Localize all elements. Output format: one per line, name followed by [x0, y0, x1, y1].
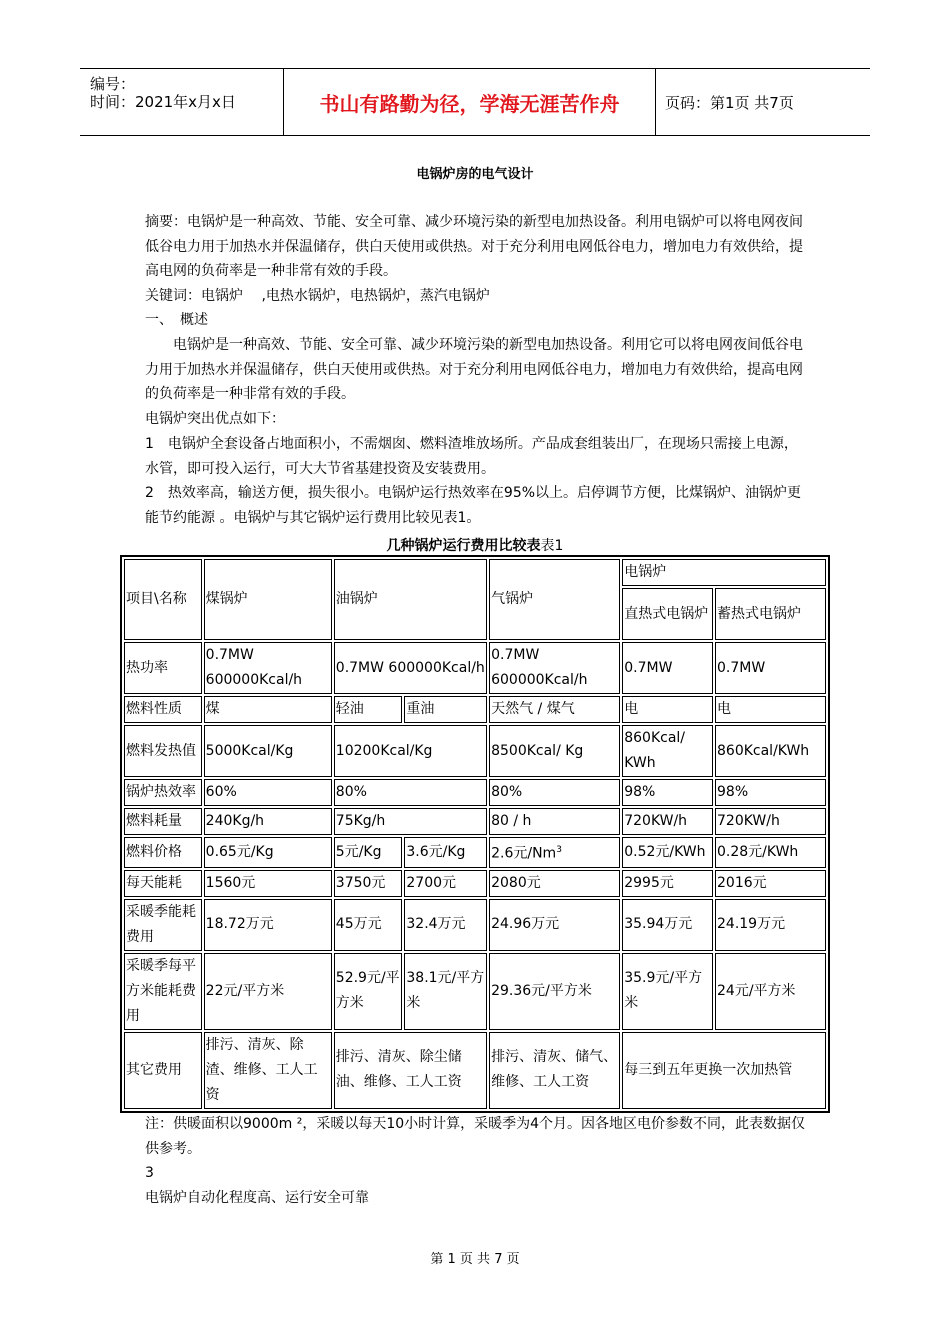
table-cell: 0.7MW	[715, 642, 826, 694]
superscript: 3	[556, 845, 562, 855]
table-cell: 油锅炉	[334, 559, 487, 640]
doc-title: 电锅炉房的电气设计	[416, 167, 534, 182]
table-cell: 98%	[715, 779, 826, 806]
list-item-number: 3	[145, 1165, 154, 1181]
table-row	[124, 808, 826, 835]
table-row	[124, 1032, 826, 1109]
table-cell: 天然气 / 煤气	[489, 696, 620, 723]
table-cell: 80%	[489, 779, 620, 806]
table-cell: 气锅炉	[489, 559, 620, 640]
table-cell: 10200Kcal/Kg	[334, 725, 487, 777]
table-cell: 22元/平方米	[204, 953, 332, 1030]
table-cell: 采暖季能耗费用	[124, 899, 202, 951]
table-cell: 直热式电锅炉	[622, 588, 713, 640]
table-cell: 电锅炉	[622, 559, 826, 586]
table-row	[124, 899, 826, 951]
table-cell: 0.7MW 600000Kcal/h	[334, 642, 487, 694]
motto: 书山有路勤为径，学海无涯苦作舟	[283, 69, 656, 135]
table-cell: 29.36元/平方米	[489, 953, 620, 1030]
list-item: 2 热效率高，输送方便，损失很小。电锅炉运行热效率在95%以上。启停调节方便，比煤锅炉、油锅炉更能节约能源 。电锅炉与其它锅炉运行费用比较见表1。	[145, 485, 802, 526]
advantages-intro: 电锅炉突出优点如下：	[145, 411, 285, 427]
table-cell: 排污、清灰、除尘储油、维修、工人工资	[334, 1032, 487, 1109]
keywords: 关键词：电锅炉 ,电热水锅炉，电热锅炉，蒸汽电锅炉	[145, 288, 490, 304]
table-cell: 重油	[404, 696, 487, 723]
table-cell: 38.1元/平方米	[404, 953, 487, 1030]
table-cell: 52.9元/平方米	[334, 953, 403, 1030]
table-cell: 项目\名称	[124, 559, 202, 640]
table-cell: 每三到五年更换一次加热管	[622, 1032, 826, 1109]
table-cell: 排污、清灰、除渣、维修、工人工资	[204, 1032, 332, 1109]
table-row	[124, 642, 826, 694]
list-item: 1 电锅炉全套设备占地面积小，不需烟囱、燃料渣堆放场所。产品成套组装出厂，在现场只需接上电源，水管，即可投入运行，可大大节省基建投资及安装费用。	[145, 436, 798, 477]
list-item: 电锅炉自动化程度高、运行安全可靠	[145, 1190, 369, 1206]
paragraph: 电锅炉是一种高效、节能、安全可靠、减少环境污染的新型电加热设备。利用它可以将电网夜间低谷电力用于加热水并保温储存，供白天使用或供热。对于充分利用电网低谷电力，增加电力有效供给，提高电网的负荷率是一种非常有效的手段。	[145, 337, 803, 402]
table-caption-number: 表1	[540, 538, 564, 554]
table-cell: 燃料发热值	[124, 725, 202, 777]
table-cell: 采暖季每平方米能耗费用	[124, 953, 202, 1030]
price-text: 2.6元/Nm	[491, 845, 557, 862]
table-cell: 720KW/h	[622, 808, 713, 835]
table-cell: 24.96万元	[489, 899, 620, 951]
table-cell: 0.52元/KWh	[622, 837, 713, 868]
table-cell: 排污、清灰、储气、维修、工人工资	[489, 1032, 620, 1109]
table-cell: 5元/Kg	[334, 837, 403, 868]
header-meta	[80, 69, 283, 135]
table-cell: 热功率	[124, 642, 202, 694]
table-caption-title: 几种锅炉运行费用比较表	[386, 538, 541, 554]
table-cell: 3.6元/Kg	[404, 837, 487, 868]
table-cell: 燃料价格	[124, 837, 202, 868]
table-cell: 燃料性质	[124, 696, 202, 723]
table-cell: 锅炉热效率	[124, 779, 202, 806]
table-cell: 80 / h	[489, 808, 620, 835]
table-cell: 98%	[622, 779, 713, 806]
table-row	[124, 779, 826, 806]
page-footer: 第 1 页 共 7 页	[430, 1252, 520, 1267]
document-header	[80, 68, 870, 136]
comparison-table	[120, 555, 830, 1113]
table-row	[124, 953, 826, 1030]
table-note: 注：供暖面积以9000m ²，采暖以每天10小时计算，采暖季为4个月。因各地区电价参数不同，此表数据仅供参考。	[145, 1116, 806, 1157]
table-cell: 5000Kcal/Kg	[204, 725, 332, 777]
date-label: 时间：2021年x月x日	[90, 93, 236, 111]
table-cell: 蓄热式电锅炉	[715, 588, 826, 640]
table-cell: 燃料耗量	[124, 808, 202, 835]
page-label: 页码：第1页 共7页	[665, 93, 794, 112]
table-cell: 860Kcal/ KWh	[622, 725, 713, 777]
table-row	[124, 837, 826, 868]
table-row	[124, 696, 826, 723]
table-cell: 2016元	[715, 870, 826, 897]
table-cell: 轻油	[334, 696, 403, 723]
table-cell: 电	[715, 696, 826, 723]
table-cell: 24元/平方米	[715, 953, 826, 1030]
abstract: 摘要：电锅炉是一种高效、节能、安全可靠、减少环境污染的新型电加热设备。利用电锅炉可以将电网夜间低谷电力用于加热水并保温储存，供白天使用或供热。对于充分利用电网低谷电力，增加电力有效供给，提高电网的负荷率是一种非常有效的手段。	[145, 214, 803, 279]
table-cell: 2700元	[404, 870, 487, 897]
table-cell: 75Kg/h	[334, 808, 487, 835]
table-cell: 60%	[204, 779, 332, 806]
table-row	[124, 559, 826, 586]
table-cell: 3750元	[334, 870, 403, 897]
table-cell: 35.94万元	[622, 899, 713, 951]
number-label: 编号：	[90, 75, 136, 93]
table-cell: 18.72万元	[204, 899, 332, 951]
table-cell: 240Kg/h	[204, 808, 332, 835]
table-cell: 24.19万元	[715, 899, 826, 951]
table-cell: 0.7MW	[622, 642, 713, 694]
table-cell: 860Kcal/KWh	[715, 725, 826, 777]
section-heading: 一、 概述	[145, 312, 208, 328]
table-cell: 电	[622, 696, 713, 723]
table-cell: 0.28元/KWh	[715, 837, 826, 868]
table-cell: 1560元	[204, 870, 332, 897]
table-cell: 2995元	[622, 870, 713, 897]
table-cell: 煤	[204, 696, 332, 723]
table-cell: 0.7MW 600000Kcal/h	[204, 642, 332, 694]
table-cell	[489, 837, 620, 868]
table-cell: 35.9元/平方米	[622, 953, 713, 1030]
table-cell: 每天能耗	[124, 870, 202, 897]
table-cell: 煤锅炉	[204, 559, 332, 640]
table-cell: 2080元	[489, 870, 620, 897]
table-cell: 0.65元/Kg	[204, 837, 332, 868]
table-row	[124, 870, 826, 897]
table-cell: 80%	[334, 779, 487, 806]
table-cell: 720KW/h	[715, 808, 826, 835]
table-cell: 8500Kcal/ Kg	[489, 725, 620, 777]
table-cell: 其它费用	[124, 1032, 202, 1109]
table-row	[124, 725, 826, 777]
table-cell: 45万元	[334, 899, 403, 951]
table-cell: 32.4万元	[404, 899, 487, 951]
table-caption	[0, 535, 950, 555]
table-cell: 0.7MW 600000Kcal/h	[489, 642, 620, 694]
